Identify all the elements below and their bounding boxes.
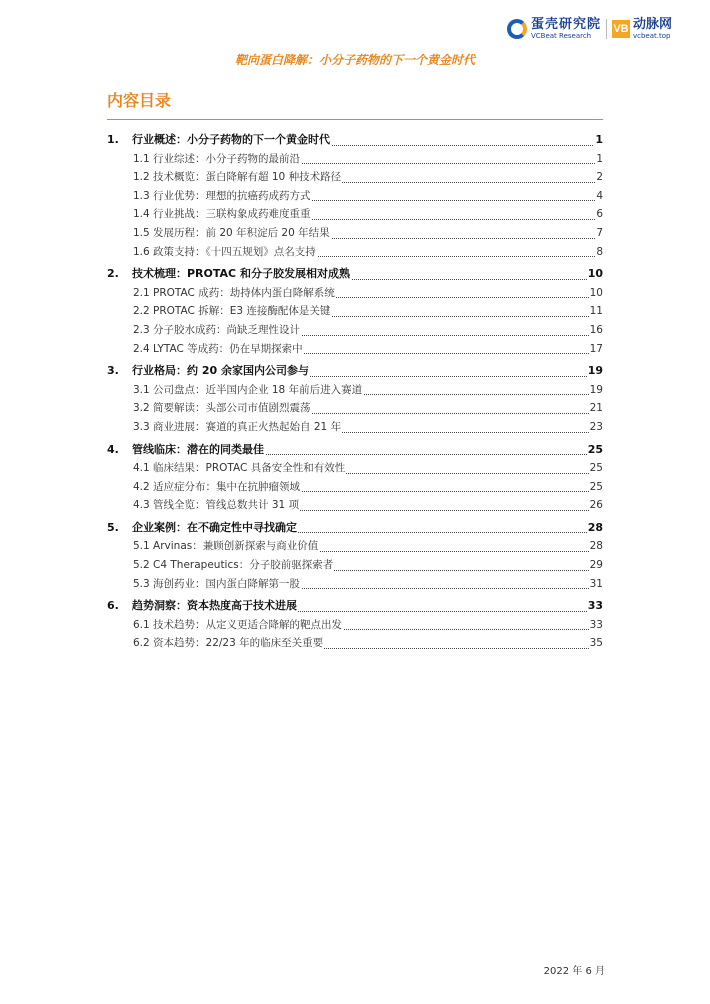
- vcbeat-logo: [612, 18, 672, 40]
- subsection-page: 35: [589, 634, 603, 653]
- section-page: 25: [587, 441, 603, 460]
- section-number: 5.: [107, 520, 119, 534]
- toc-subsection-row[interactable]: [107, 537, 603, 556]
- toc-section-row[interactable]: [107, 519, 603, 538]
- section-label: [107, 597, 298, 616]
- logo-divider: [606, 19, 607, 39]
- table-of-contents: [107, 131, 603, 653]
- subsection-page: 11: [589, 302, 603, 321]
- toc-section-row[interactable]: [107, 131, 603, 150]
- toc-section-row[interactable]: [107, 441, 603, 460]
- subsection-page: 10: [589, 284, 603, 303]
- logo2-en: vcbeat.top: [632, 32, 671, 40]
- subsection-page: 2: [595, 168, 603, 187]
- subsection-title: 6.1 技术趋势：从定义更适合降解的靶点出发: [133, 616, 343, 635]
- section-label: [107, 441, 265, 460]
- toc-subsection-row[interactable]: [107, 284, 603, 303]
- toc-subsection-row[interactable]: [107, 478, 603, 497]
- section-title: 趋势洞察：资本热度高于技术进展: [132, 599, 297, 613]
- subsection-page: 21: [589, 399, 603, 418]
- subsection-title: 2.1 PROTAC 成药：劫持体内蛋白降解系统: [133, 284, 336, 303]
- vcbeat-research-logo: [507, 18, 601, 40]
- section-page: 10: [587, 265, 603, 284]
- toc-subsection-row[interactable]: [107, 381, 603, 400]
- subsection-title: 1.6 政策支持：《十四五规划》点名支持: [133, 243, 317, 262]
- section-label: [107, 265, 351, 284]
- toc-subsection-row[interactable]: [107, 321, 603, 340]
- toc-subsection-row[interactable]: [107, 496, 603, 515]
- subsection-title: 1.1 行业综述：小分子药物的最前沿: [133, 150, 301, 169]
- toc-subsection-row[interactable]: [107, 418, 603, 437]
- subsection-title: 6.2 资本趋势：22/23 年的临床至关重要: [133, 634, 324, 653]
- logo2-cn: 动脉网: [632, 17, 672, 32]
- subsection-page: 26: [589, 496, 603, 515]
- header-logos: [507, 18, 672, 40]
- subsection-title: 4.3 管线全览：管线总数共计 31 项: [133, 496, 300, 515]
- section-number: 2.: [107, 267, 119, 281]
- subsection-title: 2.3 分子胶水成药：尚缺乏理性设计: [133, 321, 301, 340]
- toc-subsection-row[interactable]: [107, 556, 603, 575]
- subsection-title: 1.3 行业优势：理想的抗癌药成药方式: [133, 187, 312, 206]
- report-subtitle: 靶向蛋白降解：小分子药物的下一个黄金时代: [234, 53, 475, 67]
- section-number: 4.: [107, 442, 119, 456]
- section-title: 企业案例：在不确定性中寻找确定: [132, 520, 297, 534]
- toc-subsection-row[interactable]: [107, 224, 603, 243]
- subsection-title: 1.5 发展历程：前 20 年积淀后 20 年结果: [133, 224, 331, 243]
- subsection-title: 5.3 海创药业：国内蛋白降解第一股: [133, 575, 301, 594]
- toc-subsection-row[interactable]: [107, 575, 603, 594]
- subsection-title: 1.2 技术概览：蛋白降解有超 10 种技术路径: [133, 168, 342, 187]
- section-title: 管线临床：潜在的同类最佳: [132, 442, 264, 456]
- logo1-en: VCBeat Research: [530, 32, 592, 40]
- toc-subsection-row[interactable]: [107, 616, 603, 635]
- subsection-title: 3.2 简要解读：头部公司市值剧烈震荡: [133, 399, 312, 418]
- section-number: 6.: [107, 599, 119, 613]
- section-label: [107, 519, 298, 538]
- footer-date: 2022 年 6 月: [543, 966, 605, 977]
- toc-divider: [107, 119, 603, 120]
- section-page: 33: [587, 597, 603, 616]
- subsection-title: 2.2 PROTAC 拆解：E3 连接酶配体是关键: [133, 302, 331, 321]
- toc-title: 内容目录: [107, 91, 172, 110]
- section-page: 28: [587, 519, 603, 538]
- toc-subsection-row[interactable]: [107, 168, 603, 187]
- subsection-page: 23: [589, 418, 603, 437]
- toc-section-row[interactable]: [107, 362, 603, 381]
- toc-section-row[interactable]: [107, 597, 603, 616]
- toc-subsection-row[interactable]: [107, 150, 603, 169]
- subsection-title: 3.1 公司盘点：近半国内企业 18 年前后进入赛道: [133, 381, 363, 400]
- subsection-title: 4.2 适应症分布：集中在抗肿瘤领域: [133, 478, 301, 497]
- section-page: 19: [587, 362, 603, 381]
- subsection-page: 28: [589, 537, 603, 556]
- section-label: [107, 362, 310, 381]
- subsection-page: 25: [589, 459, 603, 478]
- section-number: 1.: [107, 133, 119, 146]
- vb-logo-icon: VB: [612, 20, 630, 38]
- section-title: 技术梳理：PROTAC 和分子胶发展相对成熟: [132, 267, 350, 281]
- toc-subsection-row[interactable]: [107, 243, 603, 262]
- section-title: 行业概述：小分子药物的下一个黄金时代: [132, 133, 330, 146]
- section-page: 1: [594, 131, 603, 150]
- subsection-page: 31: [589, 575, 603, 594]
- subsection-page: 7: [595, 224, 603, 243]
- subsection-page: 29: [589, 556, 603, 575]
- subsection-title: 4.1 临床结果：PROTAC 具备安全性和有效性: [133, 459, 346, 478]
- section-number: 3.: [107, 364, 119, 378]
- subsection-page: 4: [595, 187, 603, 206]
- section-title: 行业格局：约 20 余家国内公司参与: [132, 364, 309, 378]
- toc-subsection-row[interactable]: [107, 399, 603, 418]
- section-label: [107, 131, 331, 150]
- subsection-page: 6: [595, 205, 603, 224]
- subsection-page: 16: [589, 321, 603, 340]
- subsection-page: 33: [589, 616, 603, 635]
- subsection-title: 2.4 LYTAC 等成药：仍在早期探索中: [133, 340, 304, 359]
- subsection-page: 25: [589, 478, 603, 497]
- toc-subsection-row[interactable]: [107, 634, 603, 653]
- toc-subsection-row[interactable]: [107, 205, 603, 224]
- subsection-page: 1: [595, 150, 603, 169]
- subsection-title: 1.4 行业挑战：三联构象成药难度重重: [133, 205, 312, 224]
- subsection-page: 8: [595, 243, 603, 262]
- egg-logo-icon: [507, 19, 527, 39]
- subsection-title: 5.1 Arvinas：兼顾创新探索与商业价值: [133, 537, 319, 556]
- subsection-title: 3.3 商业进展：赛道的真正火热起始自 21 年: [133, 418, 342, 437]
- toc-subsection-row[interactable]: [107, 187, 603, 206]
- subsection-title: 5.2 C4 Therapeutics：分子胶前驱探索者: [133, 556, 334, 575]
- logo1-cn: 蛋壳研究院: [530, 17, 601, 32]
- toc-subsection-row[interactable]: [107, 302, 603, 321]
- subsection-page: 19: [589, 381, 603, 400]
- toc-subsection-row[interactable]: [107, 340, 603, 359]
- toc-section-row[interactable]: [107, 265, 603, 284]
- toc-subsection-row[interactable]: [107, 459, 603, 478]
- subsection-page: 17: [589, 340, 603, 359]
